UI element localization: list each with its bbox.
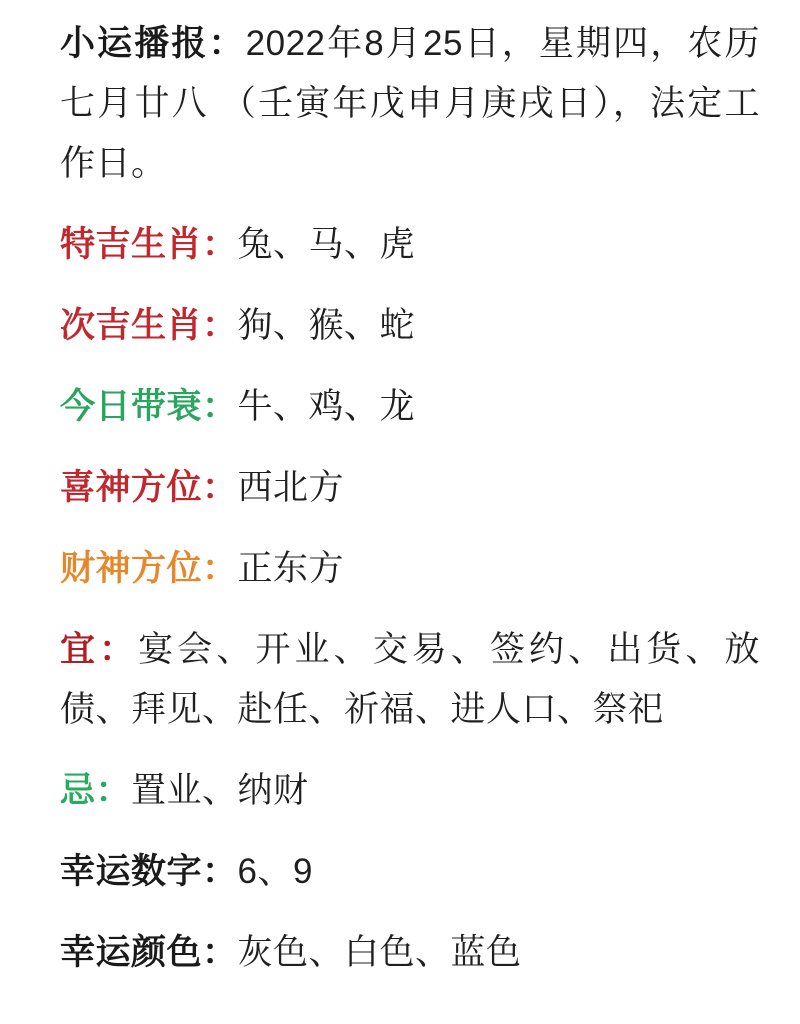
suitable-activities-row bbox=[60, 620, 760, 740]
lucky-colors-row bbox=[60, 923, 760, 983]
lucky-numbers-label: 幸运数字： bbox=[60, 852, 238, 891]
joy-god-direction-row bbox=[60, 458, 760, 518]
wealth-god-direction-row bbox=[60, 539, 760, 599]
second-lucky-zodiac-label: 次吉生肖： bbox=[60, 306, 238, 345]
second-lucky-zodiac-text: 狗、猴、蛇 bbox=[237, 306, 416, 345]
avoid-activities-row bbox=[60, 761, 760, 821]
joy-god-direction-label: 喜神方位： bbox=[60, 468, 238, 507]
suitable-activities-label: 宜： bbox=[60, 630, 139, 669]
top-lucky-zodiac-row bbox=[60, 215, 760, 275]
unlucky-zodiac-row bbox=[60, 377, 760, 437]
joy-god-direction-text: 西北方 bbox=[237, 468, 345, 507]
unlucky-zodiac-text: 牛、鸡、龙 bbox=[237, 387, 416, 426]
lucky-colors-label: 幸运颜色： bbox=[60, 933, 238, 972]
daily-report-label: 小运播报： bbox=[60, 24, 246, 63]
daily-report-text: 2022年8月25日，星期四，农历七月廿八 （壬寅年戊申月庚戌日），法定工作日。 bbox=[60, 24, 760, 183]
avoid-activities-label: 忌： bbox=[60, 771, 132, 810]
lucky-numbers-text: 6、9 bbox=[237, 852, 313, 891]
avoid-activities-text: 置业、纳财 bbox=[131, 771, 309, 810]
top-lucky-zodiac-label: 特吉生肖： bbox=[60, 225, 238, 264]
suitable-activities-text: 宴会、开业、交易、签约、出货、放债、拜见、赴任、祈福、进人口、祭祀 bbox=[60, 630, 760, 729]
unlucky-zodiac-label: 今日带衰： bbox=[60, 387, 238, 426]
lucky-numbers-row bbox=[60, 842, 760, 902]
daily-report-row bbox=[60, 14, 760, 194]
top-lucky-zodiac-text: 兔、马、虎 bbox=[237, 225, 416, 264]
wealth-god-direction-label: 财神方位： bbox=[60, 549, 238, 588]
second-lucky-zodiac-row bbox=[60, 296, 760, 356]
lucky-colors-text: 灰色、白色、蓝色 bbox=[237, 933, 522, 972]
wealth-god-direction-text: 正东方 bbox=[237, 549, 345, 588]
